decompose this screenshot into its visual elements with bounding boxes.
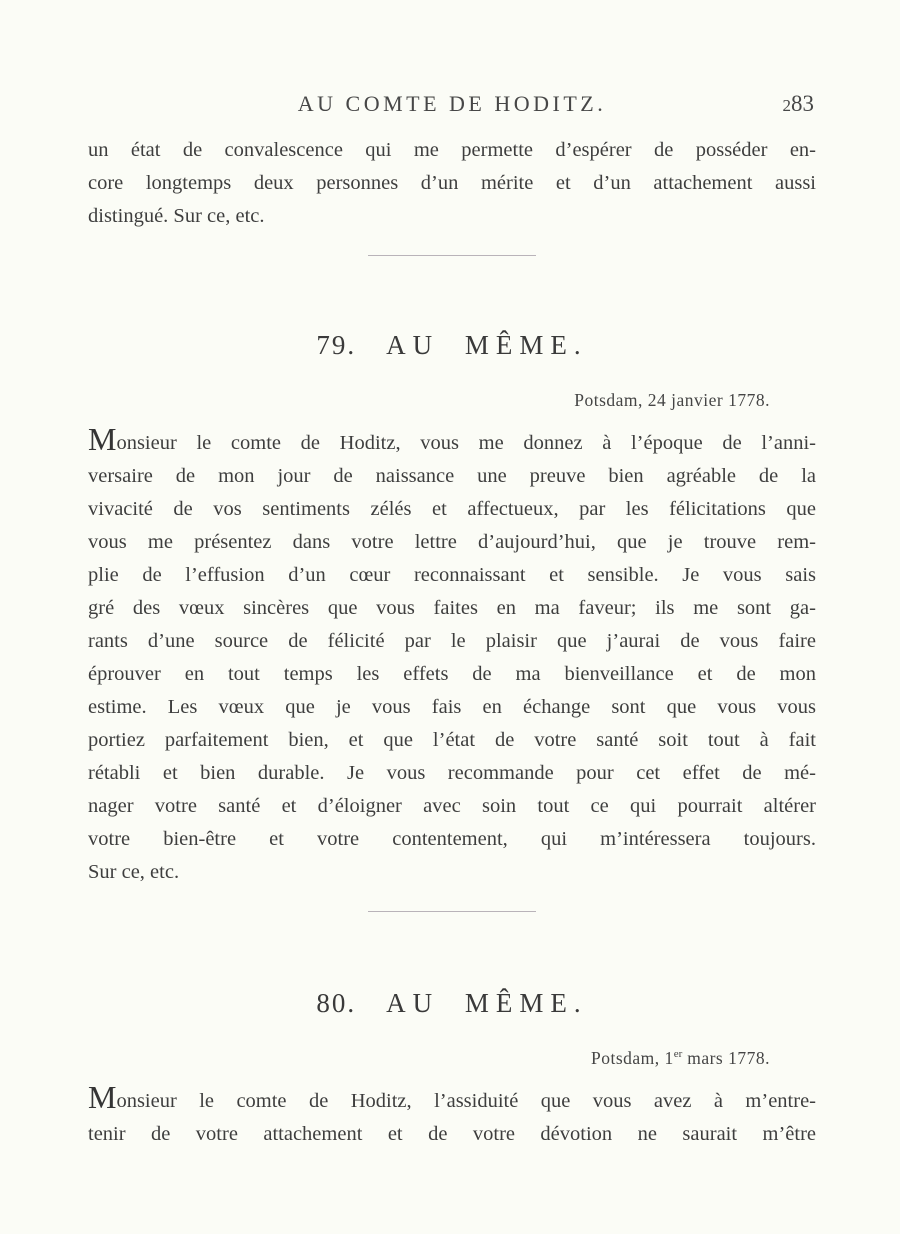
- text-line: rants d’une source de félicité par le plaisir que j’aurai de vous faire: [88, 629, 816, 652]
- section-title: AU MÊME.: [386, 987, 588, 1018]
- dateline-rest: mars 1778.: [682, 1047, 770, 1068]
- section-divider: [368, 255, 536, 256]
- drop-cap-letter: M: [88, 1084, 117, 1115]
- dateline-place-date: Potsdam, 1: [591, 1047, 674, 1068]
- text-line: éprouver en tout temps les effets de ma bienveillance et de mon: [88, 662, 816, 685]
- section-heading: [88, 330, 816, 361]
- intro-paragraph: [88, 134, 816, 233]
- text-line: distingué. Sur ce, etc.: [88, 205, 265, 227]
- section-divider: [368, 911, 536, 912]
- text-line: votre bien-être et votre contentement, qui m’intéressera toujours.: [88, 827, 816, 850]
- dateline-place-date: Potsdam, 24 janvier 1778.: [574, 389, 770, 410]
- text-line: gré des vœux sincères que vous faites en ma faveur; ils me sont ga-: [88, 596, 816, 619]
- text-line: un état de convalescence qui me permette d’espérer de posséder en-: [88, 139, 816, 161]
- text-line: estime. Les vœux que je vous fais en échange sont que vous vous: [88, 695, 816, 718]
- drop-cap-letter: M: [88, 426, 117, 457]
- section-letter-79: [88, 330, 816, 889]
- text-line: versaire de mon jour de naissance une preuve bien agréable de la: [88, 464, 816, 487]
- dateline-superscript: er: [673, 1047, 683, 1060]
- text-line: plie de l’effusion d’un cœur reconnaissant et sensible. Je vous sais: [88, 563, 816, 586]
- text-column: [88, 0, 816, 1151]
- page-number: 283: [782, 91, 814, 116]
- text-line: vivacité de vos sentiments zélés et affectueux, par les félicitations que: [88, 497, 816, 520]
- running-head: [88, 0, 816, 118]
- section-title: AU MÊME.: [386, 330, 588, 360]
- text-line: core longtemps deux personnes d’un mérite et d’un attachement aussi: [88, 172, 816, 194]
- section-letter-80: [88, 988, 816, 1151]
- text-line: vous me présentez dans votre lettre d’aujourd’hui, que je trouve rem-: [88, 530, 816, 553]
- text-line: nager votre santé et d’éloigner avec soin tout ce qui pourrait altérer: [88, 794, 816, 817]
- letter-body-paragraph: [88, 427, 816, 889]
- text-line: tenir de votre attachement et de votre dévotion ne saurait m’être: [88, 1122, 816, 1145]
- text-line: Monsieur le comte de Hoditz, l’assiduité que vous avez à m’entre-: [88, 1085, 816, 1118]
- text-line: Sur ce, etc.: [88, 860, 180, 883]
- dateline: [88, 385, 816, 411]
- letter-body-paragraph: [88, 1085, 816, 1151]
- text-line: Monsieur le comte de Hoditz, vous me donnez à l’époque de l’anni-: [88, 427, 816, 460]
- dateline: [88, 1043, 816, 1069]
- section-number: 80.: [316, 987, 357, 1018]
- section-number: 79.: [316, 330, 357, 360]
- section-heading: [88, 988, 816, 1019]
- text-line: portiez parfaitement bien, et que l’état de votre santé soit tout à fait: [88, 728, 816, 751]
- text-line: rétabli et bien durable. Je vous recommande pour cet effet de mé-: [88, 761, 816, 784]
- running-title: AU COMTE DE HODITZ.: [297, 91, 607, 116]
